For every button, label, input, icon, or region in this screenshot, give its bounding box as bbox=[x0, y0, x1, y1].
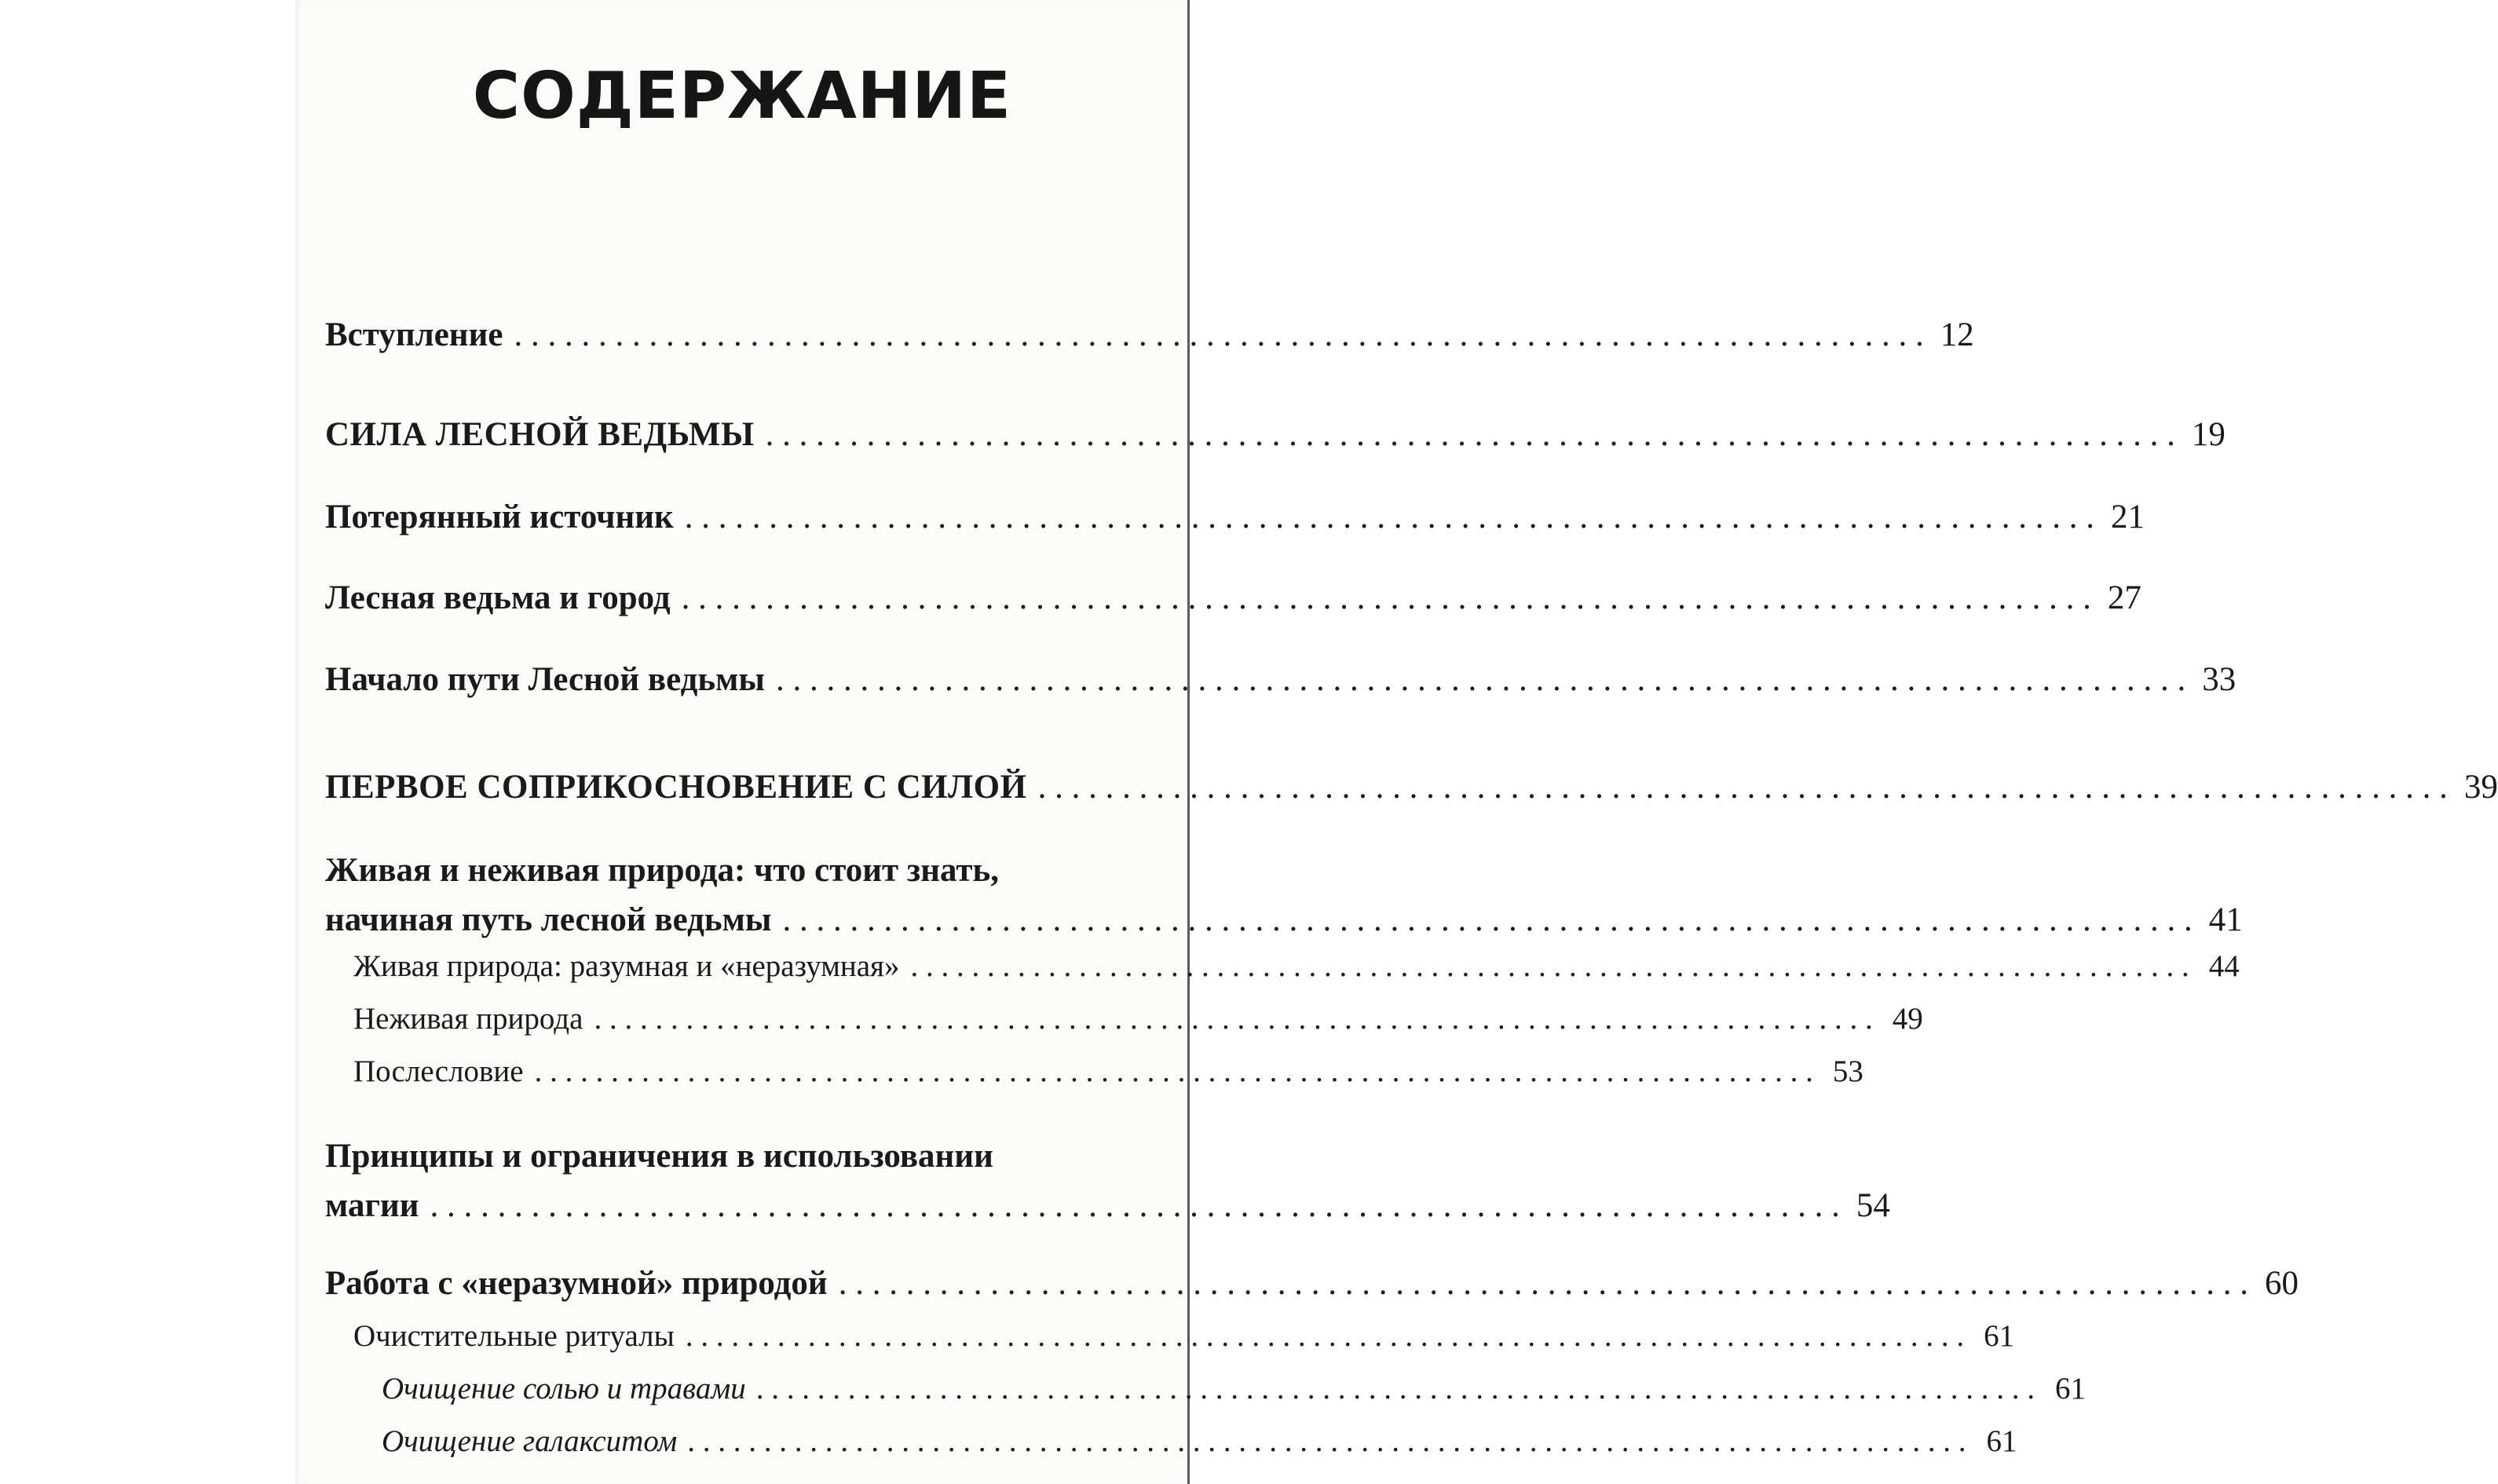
dot-leader: . . . . . . . . . . . . . . . . . . . . . . . . . . . . . . . . . . . . . . . . . . . . . . . . . . . . . . . . . . . . . . . . . . . . . . . . . . . . . . . . . . . . bbox=[594, 1002, 1873, 1036]
toc-subsubentry-title: Очищение галакситом bbox=[382, 1424, 678, 1458]
toc-subentry bbox=[353, 1054, 1863, 1089]
toc-entry-page: 61 bbox=[1986, 1424, 2017, 1458]
book-page bbox=[295, 0, 1189, 1484]
toc-entry-title: Работа с «неразумной» природой bbox=[325, 1265, 828, 1302]
toc-entry bbox=[325, 660, 2236, 699]
toc-entry-page: 61 bbox=[2054, 1372, 2086, 1405]
dot-leader: . . . . . . . . . . . . . . . . . . . . . . . . . . . . . . . . . . . . . . . . . . . . . . . . . . . . . . . . . . . . . . . . . . . . . . . . . . . . . . . . . . . . bbox=[684, 499, 2095, 535]
toc-entry bbox=[325, 316, 1974, 354]
toc-entry-title-line1: Принципы и ограничения в использовании bbox=[325, 1138, 993, 1175]
toc-entry-page: 61 bbox=[1984, 1319, 2015, 1353]
toc-subsubentry-title: Очищение солью и травами bbox=[382, 1372, 746, 1405]
dot-leader: . . . . . . . . . . . . . . . . . . . . . . . . . . . . . . . . . . . . . . . . . . . . . . . . . . . . . . . . . . . . . . . . . . . . . . . . . . . . . . . . . . . . bbox=[430, 1187, 1840, 1224]
toc-subsubentry bbox=[382, 1424, 2017, 1459]
dot-leader: . . . . . . . . . . . . . . . . . . . . . . . . . . . . . . . . . . . . . . . . . . . . . . . . . . . . . . . . . . . . . . . . . . . . . . . . . . . . . . . . . . . . bbox=[685, 1319, 1965, 1353]
toc-section-title: СИЛА ЛЕСНОЙ ВЕДЬМЫ bbox=[325, 416, 755, 453]
toc-entry-page: 49 bbox=[1892, 1002, 1923, 1036]
toc-entry-page: 33 bbox=[2202, 661, 2236, 698]
toc-entry-title: Потерянный источник bbox=[325, 499, 674, 535]
toc-entry-title-line2: начиная путь лесной ведьмы bbox=[325, 901, 772, 938]
toc-entry-title: Вступление bbox=[325, 316, 503, 353]
toc-subentry-title: Живая природа: разумная и «неразумная» bbox=[353, 949, 900, 983]
toc-entry bbox=[325, 851, 2243, 939]
dot-leader: . . . . . . . . . . . . . . . . . . . . . . . . . . . . . . . . . . . . . . . . . . . . . . . . . . . . . . . . . . . . . . . . . . . . . . . . . . . . . . . . . . . . bbox=[765, 416, 2175, 453]
toc-entry-page: 53 bbox=[1832, 1055, 1863, 1088]
toc-entry bbox=[325, 498, 2145, 536]
toc-subentry-title: Неживая природа bbox=[353, 1002, 583, 1036]
toc-entry-page: 27 bbox=[2107, 579, 2141, 616]
toc-subentry bbox=[353, 949, 2240, 984]
toc-entry bbox=[325, 1137, 1890, 1225]
dot-leader: . . . . . . . . . . . . . . . . . . . . . . . . . . . . . . . . . . . . . . . . . . . . . . . . . . . . . . . . . . . . . . . . . . . . . . . . . . . . . . . . . . . . bbox=[1037, 769, 2448, 806]
toc-entry-page: 41 bbox=[2208, 901, 2243, 938]
toc-subentry bbox=[353, 1001, 1923, 1036]
toc-entry-title-line2: магии bbox=[325, 1187, 419, 1224]
toc-entry bbox=[325, 579, 2141, 617]
toc-subentry bbox=[353, 1318, 2015, 1354]
dot-leader: . . . . . . . . . . . . . . . . . . . . . . . . . . . . . . . . . . . . . . . . . . . . . . . . . . . . . . . . . . . . . . . . . . . . . . . . . . . . . . . . . . . . bbox=[782, 901, 2193, 938]
dot-leader: . . . . . . . . . . . . . . . . . . . . . . . . . . . . . . . . . . . . . . . . . . . . . . . . . . . . . . . . . . . . . . . . . . . . . . . . . . . . . . . . . . . . bbox=[910, 949, 2189, 983]
page-edge bbox=[1187, 0, 1190, 1484]
toc-section bbox=[325, 415, 2226, 454]
toc-entry-page: 21 bbox=[2111, 499, 2145, 535]
toc-entry-title: Начало пути Лесной ведьмы bbox=[325, 661, 765, 698]
toc-subentry-title: Очистительные ритуалы bbox=[353, 1319, 675, 1353]
toc-entry-page: 60 bbox=[2264, 1265, 2299, 1302]
toc-subsubentry bbox=[382, 1371, 2086, 1406]
dot-leader: . . . . . . . . . . . . . . . . . . . . . . . . . . . . . . . . . . . . . . . . . . . . . . . . . . . . . . . . . . . . . . . . . . . . . . . . . . . . . . . . . . . . bbox=[514, 316, 1924, 353]
toc-entry-page: 19 bbox=[2191, 416, 2226, 453]
toc-section-title: ПЕРВОЕ СОПРИКОСНОВЕНИЕ С СИЛОЙ bbox=[325, 769, 1027, 806]
dot-leader: . . . . . . . . . . . . . . . . . . . . . . . . . . . . . . . . . . . . . . . . . . . . . . . . . . . . . . . . . . . . . . . . . . . . . . . . . . . . . . . . . . . . bbox=[776, 661, 2186, 698]
page-title: СОДЕРЖАНИЕ bbox=[472, 59, 1012, 133]
toc-entry-page: 12 bbox=[1940, 316, 1974, 353]
dot-leader: . . . . . . . . . . . . . . . . . . . . . . . . . . . . . . . . . . . . . . . . . . . . . . . . . . . . . . . . . . . . . . . . . . . . . . . . . . . . . . . . . . . . bbox=[756, 1372, 2035, 1405]
toc-entry-title-line1: Живая и неживая природа: что стоит знать, bbox=[325, 852, 999, 889]
dot-leader: . . . . . . . . . . . . . . . . . . . . . . . . . . . . . . . . . . . . . . . . . . . . . . . . . . . . . . . . . . . . . . . . . . . . . . . . . . . . . . . . . . . . bbox=[534, 1055, 1813, 1088]
toc-entry-page: 39 bbox=[2463, 769, 2498, 806]
toc-entry-title: Лесная ведьма и город bbox=[325, 579, 671, 616]
dot-leader: . . . . . . . . . . . . . . . . . . . . . . . . . . . . . . . . . . . . . . . . . . . . . . . . . . . . . . . . . . . . . . . . . . . . . . . . . . . . . . . . . . . . bbox=[681, 579, 2091, 616]
toc-entry bbox=[325, 1264, 2299, 1303]
toc-subentry-title: Послесловие bbox=[353, 1055, 524, 1088]
toc-entry-page: 54 bbox=[1856, 1187, 1890, 1224]
toc-section bbox=[325, 768, 2498, 806]
toc-entry-page: 44 bbox=[2208, 949, 2240, 983]
dot-leader: . . . . . . . . . . . . . . . . . . . . . . . . . . . . . . . . . . . . . . . . . . . . . . . . . . . . . . . . . . . . . . . . . . . . . . . . . . . . . . . . . . . . bbox=[838, 1265, 2248, 1302]
dot-leader: . . . . . . . . . . . . . . . . . . . . . . . . . . . . . . . . . . . . . . . . . . . . . . . . . . . . . . . . . . . . . . . . . . . . . . . . . . . . . . . . . . . . bbox=[688, 1424, 1967, 1458]
